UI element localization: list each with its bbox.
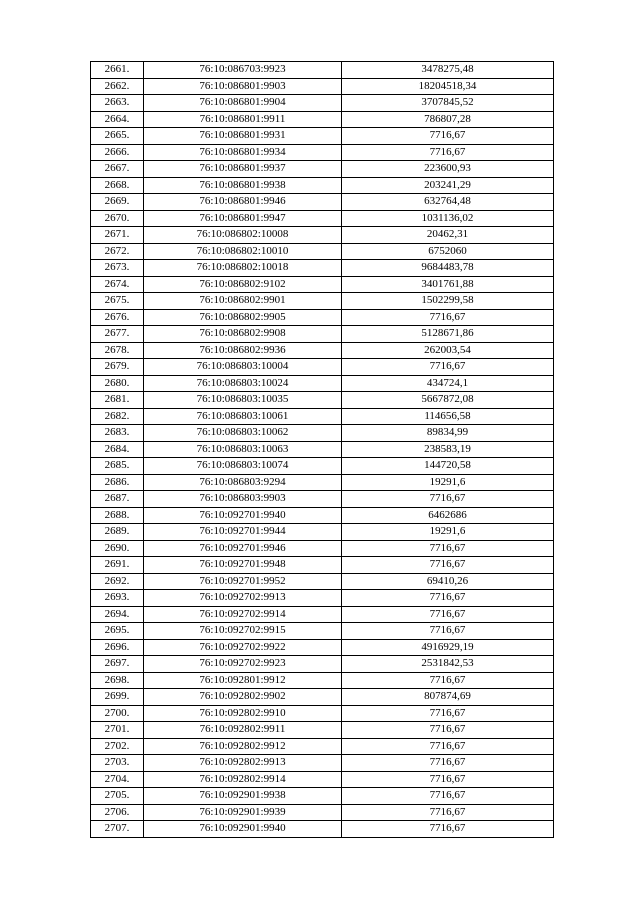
cadastral-number-cell: 76:10:086803:10063 [144,441,342,458]
row-number-cell: 2704. [91,771,144,788]
row-number-cell: 2694. [91,606,144,623]
value-cell: 144720,58 [342,458,554,475]
row-number-cell: 2703. [91,755,144,772]
row-number-cell: 2664. [91,111,144,128]
value-cell: 9684483,78 [342,260,554,277]
cadastral-number-cell: 76:10:086802:10018 [144,260,342,277]
table-row [91,689,554,706]
table-row [91,111,554,128]
row-number-cell: 2684. [91,441,144,458]
value-cell: 7716,67 [342,128,554,145]
row-number-cell: 2662. [91,78,144,95]
row-number-cell: 2705. [91,788,144,805]
row-number-cell: 2688. [91,507,144,524]
cadastral-number-cell: 76:10:086803:9294 [144,474,342,491]
value-cell: 89834,99 [342,425,554,442]
table-row [91,326,554,343]
value-cell: 7716,67 [342,606,554,623]
table-row [91,375,554,392]
cadastral-number-cell: 76:10:092702:9922 [144,639,342,656]
row-number-cell: 2682. [91,408,144,425]
table-row [91,573,554,590]
cadastral-number-cell: 76:10:086803:10004 [144,359,342,376]
row-number-cell: 2678. [91,342,144,359]
row-number-cell: 2701. [91,722,144,739]
row-number-cell: 2687. [91,491,144,508]
table-row [91,540,554,557]
row-number-cell: 2679. [91,359,144,376]
cadastral-number-cell: 76:10:092702:9915 [144,623,342,640]
value-cell: 262003,54 [342,342,554,359]
row-number-cell: 2665. [91,128,144,145]
cadastral-number-cell: 76:10:092901:9938 [144,788,342,805]
value-cell: 786807,28 [342,111,554,128]
table-row [91,821,554,838]
row-number-cell: 2697. [91,656,144,673]
table-row [91,755,554,772]
table-row [91,210,554,227]
table-row [91,425,554,442]
cadastral-number-cell: 76:10:086803:10035 [144,392,342,409]
table-row [91,441,554,458]
table-row [91,771,554,788]
cadastral-number-cell: 76:10:092802:9912 [144,738,342,755]
row-number-cell: 2683. [91,425,144,442]
cadastral-number-cell: 76:10:092701:9940 [144,507,342,524]
table-row [91,722,554,739]
table-row [91,95,554,112]
table-row [91,474,554,491]
cadastral-number-cell: 76:10:086801:9946 [144,194,342,211]
table-row [91,788,554,805]
value-cell: 807874,69 [342,689,554,706]
row-number-cell: 2702. [91,738,144,755]
table-row [91,194,554,211]
row-number-cell: 2677. [91,326,144,343]
value-cell: 6462686 [342,507,554,524]
cadastral-number-cell: 76:10:086801:9938 [144,177,342,194]
row-number-cell: 2667. [91,161,144,178]
value-cell: 7716,67 [342,788,554,805]
row-number-cell: 2672. [91,243,144,260]
value-cell: 6752060 [342,243,554,260]
value-cell: 7716,67 [342,359,554,376]
value-cell: 5128671,86 [342,326,554,343]
table-row [91,738,554,755]
value-cell: 7716,67 [342,705,554,722]
value-cell: 2531842,53 [342,656,554,673]
table-row [91,309,554,326]
cadastral-number-cell: 76:10:092802:9914 [144,771,342,788]
row-number-cell: 2700. [91,705,144,722]
value-cell: 223600,93 [342,161,554,178]
value-cell: 5667872,08 [342,392,554,409]
row-number-cell: 2680. [91,375,144,392]
row-number-cell: 2686. [91,474,144,491]
row-number-cell: 2689. [91,524,144,541]
row-number-cell: 2671. [91,227,144,244]
table-row [91,491,554,508]
value-cell: 1031136,02 [342,210,554,227]
row-number-cell: 2695. [91,623,144,640]
cadastral-number-cell: 76:10:086801:9934 [144,144,342,161]
value-cell: 632764,48 [342,194,554,211]
row-number-cell: 2707. [91,821,144,838]
cadastral-number-cell: 76:10:092802:9913 [144,755,342,772]
cadastral-number-cell: 76:10:092801:9912 [144,672,342,689]
cadastral-number-cell: 76:10:092701:9946 [144,540,342,557]
cadastral-number-cell: 76:10:086801:9911 [144,111,342,128]
value-cell: 7716,67 [342,755,554,772]
row-number-cell: 2661. [91,62,144,79]
row-number-cell: 2663. [91,95,144,112]
table-row [91,639,554,656]
row-number-cell: 2691. [91,557,144,574]
table-row [91,672,554,689]
cadastral-number-cell: 76:10:086801:9931 [144,128,342,145]
table-row [91,260,554,277]
table-row [91,524,554,541]
table-row [91,161,554,178]
row-number-cell: 2698. [91,672,144,689]
cadastral-number-cell: 76:10:092702:9923 [144,656,342,673]
cadastral-number-cell: 76:10:086803:10074 [144,458,342,475]
table-row [91,656,554,673]
row-number-cell: 2670. [91,210,144,227]
cadastral-number-cell: 76:10:086802:9936 [144,342,342,359]
cadastral-number-cell: 76:10:086801:9904 [144,95,342,112]
row-number-cell: 2673. [91,260,144,277]
table-row [91,606,554,623]
table-row [91,177,554,194]
value-cell: 3401761,88 [342,276,554,293]
table-row [91,243,554,260]
value-cell: 7716,67 [342,738,554,755]
row-number-cell: 2699. [91,689,144,706]
value-cell: 7716,67 [342,144,554,161]
cadastral-number-cell: 76:10:086803:10024 [144,375,342,392]
value-cell: 7716,67 [342,540,554,557]
cadastral-number-cell: 76:10:086703:9923 [144,62,342,79]
value-cell: 7716,67 [342,309,554,326]
value-cell: 434724,1 [342,375,554,392]
cadastral-value-table [90,61,554,838]
value-cell: 20462,31 [342,227,554,244]
value-cell: 4916929,19 [342,639,554,656]
value-cell: 7716,67 [342,557,554,574]
value-cell: 7716,67 [342,771,554,788]
row-number-cell: 2676. [91,309,144,326]
table-row [91,392,554,409]
value-cell: 7716,67 [342,672,554,689]
value-cell: 1502299,58 [342,293,554,310]
table-row [91,623,554,640]
table-row [91,408,554,425]
value-cell: 18204518,34 [342,78,554,95]
row-number-cell: 2675. [91,293,144,310]
table-row [91,590,554,607]
row-number-cell: 2706. [91,804,144,821]
cadastral-number-cell: 76:10:086802:9905 [144,309,342,326]
table-row [91,705,554,722]
cadastral-number-cell: 76:10:092702:9913 [144,590,342,607]
table-row [91,359,554,376]
value-cell: 69410,26 [342,573,554,590]
row-number-cell: 2685. [91,458,144,475]
row-number-cell: 2674. [91,276,144,293]
table-row [91,227,554,244]
cadastral-number-cell: 76:10:086802:9102 [144,276,342,293]
row-number-cell: 2666. [91,144,144,161]
value-cell: 7716,67 [342,491,554,508]
value-cell: 19291,6 [342,524,554,541]
value-cell: 238583,19 [342,441,554,458]
table-row [91,342,554,359]
value-cell: 7716,67 [342,590,554,607]
value-cell: 7716,67 [342,623,554,640]
table-row [91,78,554,95]
value-cell: 7716,67 [342,821,554,838]
value-cell: 19291,6 [342,474,554,491]
cadastral-number-cell: 76:10:092701:9944 [144,524,342,541]
cadastral-number-cell: 76:10:092802:9911 [144,722,342,739]
cadastral-number-cell: 76:10:092701:9952 [144,573,342,590]
table-row [91,128,554,145]
table-row [91,62,554,79]
cadastral-number-cell: 76:10:086801:9903 [144,78,342,95]
cadastral-number-cell: 76:10:086802:9908 [144,326,342,343]
cadastral-number-cell: 76:10:086801:9947 [144,210,342,227]
table-row [91,293,554,310]
cadastral-number-cell: 76:10:092901:9939 [144,804,342,821]
cadastral-number-cell: 76:10:092802:9910 [144,705,342,722]
cadastral-number-cell: 76:10:086801:9937 [144,161,342,178]
row-number-cell: 2669. [91,194,144,211]
cadastral-number-cell: 76:10:086803:10062 [144,425,342,442]
row-number-cell: 2693. [91,590,144,607]
cadastral-number-cell: 76:10:092701:9948 [144,557,342,574]
cadastral-number-cell: 76:10:092702:9914 [144,606,342,623]
cadastral-number-cell: 76:10:092802:9902 [144,689,342,706]
cadastral-number-cell: 76:10:086802:10008 [144,227,342,244]
value-cell: 114656,58 [342,408,554,425]
table-row [91,144,554,161]
table-row [91,276,554,293]
value-cell: 7716,67 [342,804,554,821]
table-body [91,62,554,838]
value-cell: 3478275,48 [342,62,554,79]
row-number-cell: 2690. [91,540,144,557]
table-row [91,507,554,524]
value-cell: 7716,67 [342,722,554,739]
cadastral-number-cell: 76:10:086802:9901 [144,293,342,310]
value-cell: 3707845,52 [342,95,554,112]
row-number-cell: 2668. [91,177,144,194]
cadastral-number-cell: 76:10:086803:9903 [144,491,342,508]
cadastral-number-cell: 76:10:086802:10010 [144,243,342,260]
table-row [91,557,554,574]
row-number-cell: 2696. [91,639,144,656]
table-row [91,458,554,475]
value-cell: 203241,29 [342,177,554,194]
row-number-cell: 2692. [91,573,144,590]
row-number-cell: 2681. [91,392,144,409]
cadastral-number-cell: 76:10:092901:9940 [144,821,342,838]
cadastral-number-cell: 76:10:086803:10061 [144,408,342,425]
table-row [91,804,554,821]
